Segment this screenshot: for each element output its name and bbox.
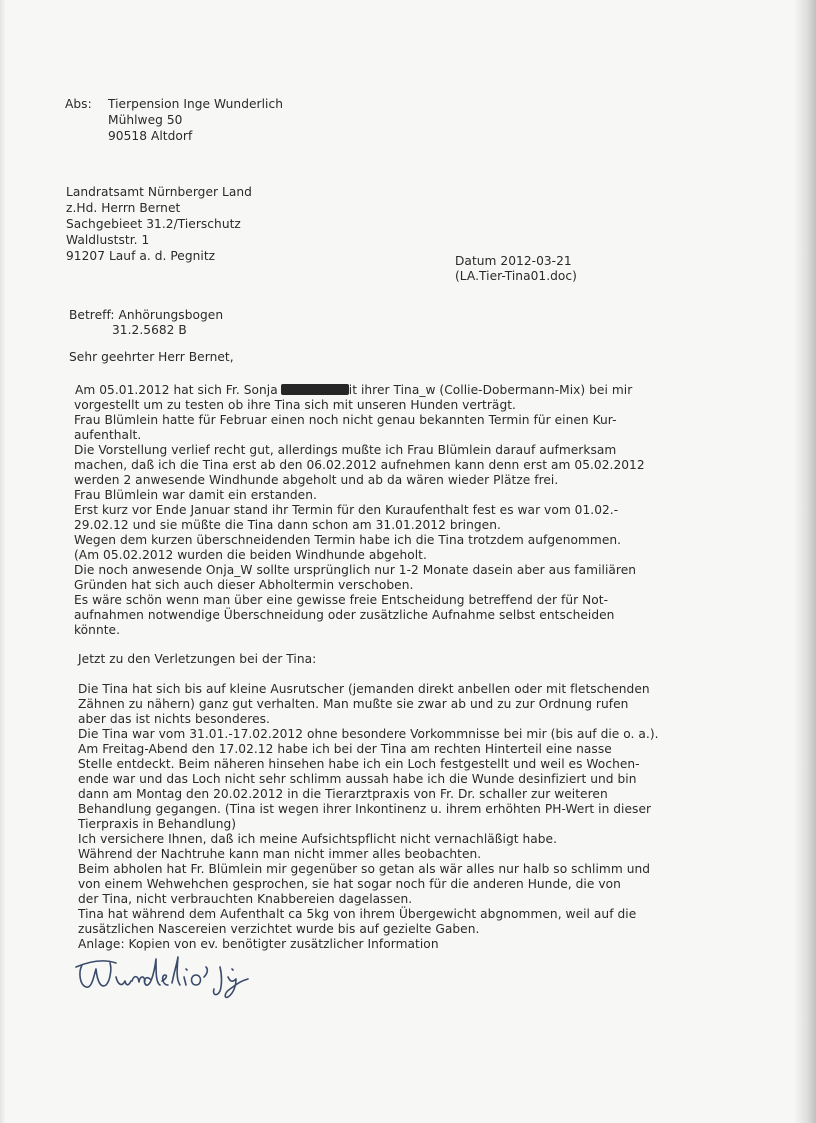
- redaction-bar: [281, 384, 349, 395]
- signature-stroke: [232, 969, 233, 970]
- salutation: Sehr geehrter Herr Bernet,: [69, 350, 234, 364]
- signature-stroke: [144, 959, 160, 985]
- body-line: zusätzlichen Nascereien verzichtet wurde bis auf gezielte Gaben.: [78, 922, 480, 936]
- subject-reference: 31.2.5682 B: [112, 323, 187, 337]
- body-line: vorgestellt um zu testen ob ihre Tina sich mit unseren Hunden verträgt.: [74, 398, 516, 412]
- signature-stroke: [172, 957, 180, 985]
- body-line: Beim abholen hat Fr. Blümlein mir gegenüber so getan als wär alles nur halb so schlimm und: [78, 862, 651, 876]
- sender-city: 90518 Altdorf: [108, 129, 193, 143]
- signature-stroke: [184, 977, 186, 985]
- body-line: machen, daß ich die Tina erst ab den 06.02.2012 aufnehmen kann denn erst am 05.02.2012: [74, 458, 645, 472]
- signature-stroke: [204, 967, 207, 977]
- recipient-department: Sachgebieet 31.2/Tierschutz: [66, 217, 241, 231]
- body-line: Gründen hat sich auch dieser Abholtermin verschoben.: [74, 578, 414, 592]
- body-line: Die Vorstellung verlief recht gut, allerdings mußte ich Frau Blümlein darauf aufmerksam: [74, 443, 617, 457]
- signature-stroke: [162, 975, 168, 985]
- signature-stroke: [192, 975, 201, 985]
- body-line-first: [75, 383, 632, 398]
- body-line: Tina hat während dem Aufenthalt ca 5kg von ihrem Übergewicht abgnommen, weil auf die: [78, 907, 637, 921]
- body-line: Erst kurz vor Ende Januar stand ihr Termin für den Kuraufenthalt fest es war vom 01.02.-: [74, 503, 619, 517]
- body-line: dann am Montag den 20.02.2012 in die Tierarztpraxis von Fr. Dr. schaller zur weiteren: [78, 787, 608, 801]
- section-heading: Jetzt zu den Verletzungen bei der Tina:: [78, 652, 317, 666]
- body-line: Die noch anwesende Onja_W sollte ursprünglich nur 1-2 Monate dasein aber aus familiären: [74, 563, 637, 577]
- body-line: Es wäre schön wenn man über eine gewisse freie Entscheidung betreffend der für Not-: [74, 593, 609, 607]
- body-line: Behandlung gegangen. (Tina ist wegen ihrer Inkontinenz u. ihrem erhöhten PH-Wert in dieser: [78, 802, 652, 816]
- body-line: Während der Nachtruhe kann man nicht immer alles beobachten.: [78, 847, 482, 861]
- signature-stroke: [186, 969, 187, 970]
- signature-stroke: [116, 977, 131, 985]
- body-line-first-part1: Am 05.01.2012 hat sich Fr. Sonja: [75, 383, 278, 397]
- sender-street: Mühlweg 50: [108, 113, 183, 127]
- sender-label: Abs:: [65, 97, 92, 111]
- page-left-edge: [0, 0, 6, 1123]
- body-line: von einem Wehwehchen gesprochen, sie hat sogar noch für die anderen Hunde, die von: [78, 877, 621, 891]
- body-line: Stelle entdeckt. Beim näheren hinsehen habe ich ein Loch festgestellt und weil es Wochen-: [78, 757, 640, 771]
- body-line: Am Freitag-Abend den 17.02.12 habe ich bei der Tina am rechten Hinterteil eine nasse: [78, 742, 612, 756]
- body-line: 29.02.12 und sie müßte die Tina dann schon am 31.01.2012 bringen.: [74, 518, 501, 532]
- body-line: Wegen dem kurzen überschneidenden Termin habe ich die Tina trotzdem aufgenommen.: [74, 533, 622, 547]
- page-right-edge-shadow: [794, 0, 816, 1123]
- subject-label: Betreff: Anhörungsbogen: [69, 308, 224, 322]
- body-line: Die Tina hat sich bis auf kleine Ausrutscher (jemanden direkt anbellen oder mit fletschenden: [78, 682, 650, 696]
- sender-name: Tierpension Inge Wunderlich: [108, 97, 283, 111]
- recipient-org: Landratsamt Nürnberger Land: [66, 185, 252, 199]
- body-line: könnte.: [74, 623, 121, 637]
- body-line: Frau Blümlein war damit ein erstanden.: [74, 488, 317, 502]
- body-line: Tierpraxis in Behandlung): [78, 817, 237, 831]
- body-line: ende war und das Loch nicht sehr schlimm aussah habe ich die Wunde desinfiziert und bin: [78, 772, 637, 786]
- signature-stroke: [214, 967, 222, 995]
- body-line-first-part2: it ihrer Tina_w (Collie-Dobermann-Mix) bei mir: [348, 383, 633, 397]
- document-filename: (LA.Tier-Tina01.doc): [455, 269, 577, 283]
- signature-stroke: [225, 977, 248, 997]
- handwritten-signature: [70, 945, 320, 1015]
- body-line: aufenthalt.: [74, 428, 142, 442]
- body-line: aufnahmen notwendige Überschneidung oder zusätzliche Aufnahme selbst entscheiden: [74, 608, 615, 622]
- recipient-street: Waldluststr. 1: [66, 233, 150, 247]
- body-line: Ich versichere Ihnen, daß ich meine Aufsichtspflicht nicht vernachläßigt habe.: [78, 832, 558, 846]
- body-line: (Am 05.02.2012 wurden die beiden Windhunde abgeholt.: [74, 548, 427, 562]
- body-line: aber das ist nichts besonderes.: [78, 712, 270, 726]
- body-line: Frau Blümlein hatte für Februar einen noch nicht genau bekannten Termin für einen Kur-: [74, 413, 617, 427]
- recipient-city: 91207 Lauf a. d. Pegnitz: [66, 249, 216, 263]
- recipient-attention: z.Hd. Herrn Bernet: [66, 201, 181, 215]
- signature-stroke: [132, 977, 145, 982]
- body-line: Die Tina war vom 31.01.-17.02.2012 ohne besondere Vorkommnisse bei mir (bis auf die o. a.).: [78, 727, 659, 741]
- body-line: Zähnen zu nähern) ganz gut verhalten. Man mußte sie zwar ab und zu zur Ordnung rufen: [78, 697, 629, 711]
- signature-stroke: [80, 963, 111, 987]
- body-line: werden 2 anwesende Windhunde abgeholt und ab da wären wieder Plätze frei.: [74, 473, 559, 487]
- date-value: Datum 2012-03-21: [455, 254, 572, 268]
- attachment-note: Anlage: Kopien von ev. benötigter zusätzlicher Information: [78, 937, 439, 951]
- body-line: der Tina, nicht verbrauchten Knabbereien dagelassen.: [78, 892, 413, 906]
